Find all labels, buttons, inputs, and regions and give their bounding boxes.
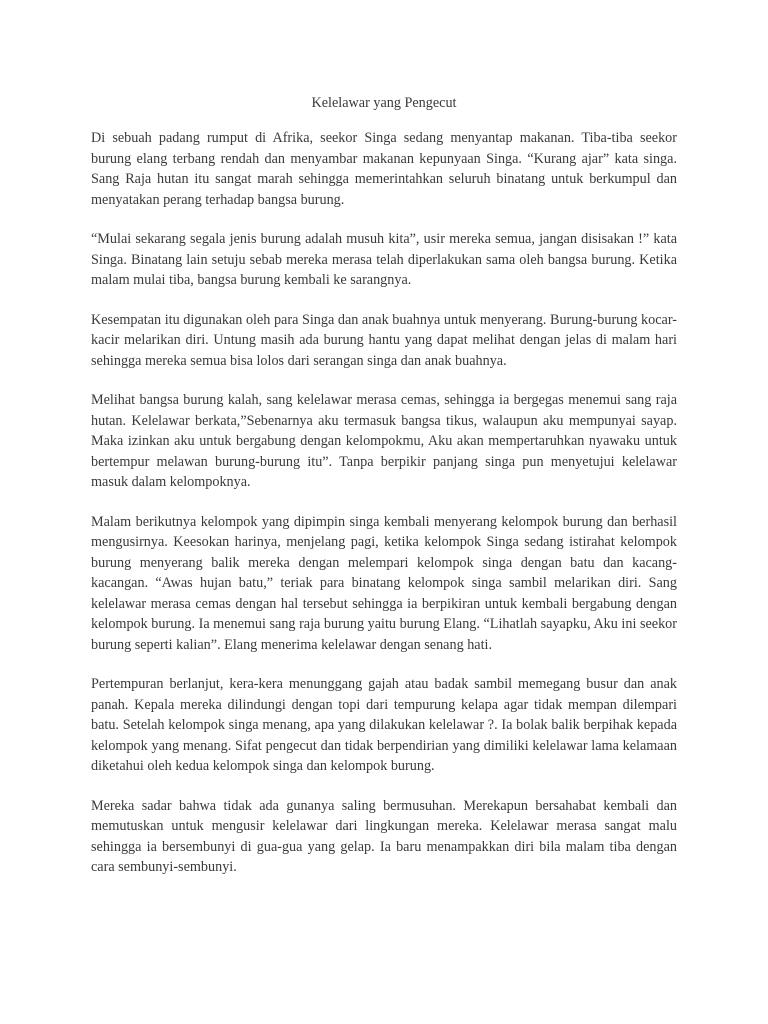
paragraph-6: Pertempuran berlanjut, kera-kera menunggang gajah atau badak sambil memegang busur dan anak panah. Kepala mereka dilindungi dengan topi dari tempurung kelapa agar tidak mempan dilempari batu. Setelah kelompok singa menang, apa yang dilakukan kelelawar ?. Ia bolak balik berpihak kepada kelompok yang menang. Sifat pengecut dan tidak berpendirian yang dimiliki kelelawar lama kelamaan diketahui oleh kedua kelompok singa dan kelompok burung.: [91, 676, 677, 774]
paragraph-3: Kesempatan itu digunakan oleh para Singa dan anak buahnya untuk menyerang. Burung-burung kocar-kacir melarikan diri. Untung masih ada burung hantu yang dapat melihat dengan jelas di malam hari sehingga mereka semua bisa lolos dari serangan singa dan anak buahnya.: [91, 311, 677, 369]
paragraph-5: Malam berikutnya kelompok yang dipimpin singa kembali menyerang kelompok burung dan berhasil mengusirnya. Keesokan harinya, menjelang pagi, ketika kelompok Singa sedang istirahat kelompok burung menyerang balik mereka dengan melempari kelompok singa dengan batu dan kacang-kacangan. “Awas hujan batu,” teriak para binatang kelompok singa sambil melarikan diri. Sang kelelawar merasa cemas dengan hal tersebut sehingga ia berpikiran untuk kembali bergabung dengan kelompok burung. Ia menemui sang raja burung yaitu burung Elang. “Lihatlah sayapku, Aku ini seekor burung seperti kalian”. Elang menerima kelelawar dengan senang hati.: [91, 513, 677, 653]
document-title: Kelelawar yang Pengecut: [311, 95, 457, 111]
paragraph-1: Di sebuah padang rumput di Afrika, seekor Singa sedang menyantap makanan. Tiba-tiba seekor burung elang terbang rendah dan menyambar makanan kepunyaan Singa. “Kurang ajar” kata singa. Sang Raja hutan itu sangat marah sehingga memerintahkan seluruh binatang untuk berkumpul dan menyatakan perang terhadap bangsa burung.: [91, 130, 677, 208]
paragraph-4: Melihat bangsa burung kalah, sang kelelawar merasa cemas, sehingga ia bergegas menemui sang raja hutan. Kelelawar berkata,”Sebenarnya aku termasuk bangsa tikus, walaupun aku mempunyai sayap. Maka izinkan aku untuk bergabung dengan kelompokmu, Aku akan mempertaruhkan nyawaku untuk bertempur melawan burung-burung itu”. Tanpa berpikir panjang singa pun menyetujui kelelawar masuk dalam kelompoknya.: [91, 392, 677, 490]
paragraph-7: Mereka sadar bahwa tidak ada gunanya saling bermusuhan. Merekapun bersahabat kembali dan memutuskan untuk mengusir kelelawar dari lingkungan mereka. Kelelawar merasa sangat malu sehingga ia bersembunyi di gua-gua yang gelap. Ia baru menampakkan diri bila malam tiba dengan cara sembunyi-sembunyi.: [91, 797, 677, 875]
paragraph-2: “Mulai sekarang segala jenis burung adalah musuh kita”, usir mereka semua, jangan disisakan !” kata Singa. Binatang lain setuju sebab mereka merasa telah diperlakukan sama oleh bangsa burung. Ketika malam mulai tiba, bangsa burung kembali ke sarangnya.: [91, 231, 677, 288]
document-body: [91, 128, 677, 897]
